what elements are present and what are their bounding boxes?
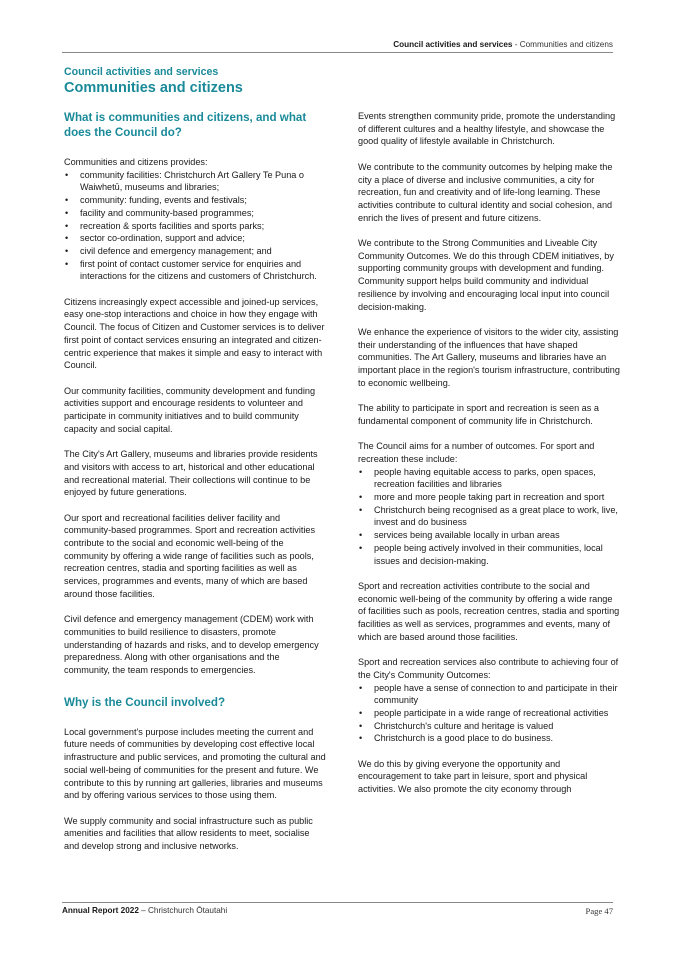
paragraph: We contribute to the Strong Communities and Liveable City Community Outcomes. We do this through CDEM initiatives, by supporting community groups with development and funding. Community support helps build community and individual resilience by involving and encouraging local input into council decision-making. xyxy=(358,238,614,312)
section-kicker: Council activities and services xyxy=(64,66,219,78)
footer-report-title: Annual Report 2022 xyxy=(62,906,139,915)
header-section: Council activities and services xyxy=(393,40,513,49)
list-item: • Christchurch's culture and heritage is valued xyxy=(358,720,620,733)
page-number: Page 47 xyxy=(585,906,613,916)
outcomes-list xyxy=(358,466,620,568)
paragraph: We enhance the experience of visitors to the wider city, assisting their understanding of the influences that have shaped communities. The Art Gallery, museums and libraries have an important place in the region's tourism infrastructure, contributing to economic wellbeing. xyxy=(358,326,620,388)
list-item: • sector co-ordination, support and advice; xyxy=(64,232,326,245)
community-outcomes-list xyxy=(358,682,620,746)
paragraph: The City's Art Gallery, museums and libraries provide residents and visitors with access to art, historical and other educational and recreational material. Their collections will continue to be enjoyed by future generations. xyxy=(64,449,318,498)
left-column xyxy=(64,110,326,865)
paragraph: Civil defence and emergency management (CDEM) work with communities to build resilience to disasters, promote understanding of hazards and risks, and to develop emergency preparedness. Along with other organisations and the community, the team responds to emergencies. xyxy=(64,614,319,676)
page-footer xyxy=(62,902,613,915)
paragraph: Events strengthen community pride, promote the understanding of different cultures and a healthy lifestyle, and showcase the good quality of lifestyle available in Christchurch. xyxy=(358,111,616,147)
list-item: • facility and community-based programmes; xyxy=(64,207,326,220)
list-item: • community facilities: Christchurch Art Gallery Te Puna o Waiwhetū, museums and libraries; xyxy=(64,169,326,194)
paragraph: Sport and recreation activities contribute to the social and economic well-being of the community by offering a wide range of facilities such as pools, recreation centres, stadia and sporting facilities as well as services, programmes and events, many of which are based around those facilities. xyxy=(358,580,620,642)
page-title: Communities and citizens xyxy=(64,80,243,96)
paragraph: Our community facilities, community development and funding activities support and encourage residents to volunteer and participate in community initiatives and to build community capacity and social capital. xyxy=(64,385,316,434)
list-item: • community: funding, events and festivals; xyxy=(64,194,326,207)
list-item: • people participate in a wide range of recreational activities xyxy=(358,707,620,720)
list-item: • people have a sense of connection to and participate in their community xyxy=(358,682,620,707)
paragraph: Citizens increasingly expect accessible and joined-up services, easy one-stop interactions and choice in how they engage with Council. The focus of Citizen and Customer services is to deliver first point of contact services ensuring an integrated and citizen-centric experience that makes it simple and easy to interact with Council. xyxy=(64,296,325,371)
paragraph: We supply community and social infrastructure such as public amenities and facilities that allow residents to meet, socialise and develop strong and inclusive networks. xyxy=(64,815,313,852)
paragraph: The Council aims for a number of outcomes. For sport and recreation these include: xyxy=(358,441,595,464)
list-item: • first point of contact customer service for enquiries and interactions for the citizens and customers of Christchurch. xyxy=(64,258,326,283)
list-item: • civil defence and emergency management; and xyxy=(64,245,326,258)
list-item: • people being actively involved in their communities, local issues and decision-making. xyxy=(358,542,620,567)
heading-why: Why is the Council involved? xyxy=(64,695,226,709)
list-item: • more and more people taking part in recreation and sport xyxy=(358,491,620,504)
paragraph: The ability to participate in sport and recreation is seen as a fundamental component of community life in Christchurch. xyxy=(358,403,599,426)
list-item: • Christchurch being recognised as a great place to work, live, invest and do business xyxy=(358,504,620,529)
paragraph: Local government's purpose includes meeting the current and future needs of communities by developing cost effective local infrastructure and public services, and promoting the cultural and social well-being of communities for the present and future. We contribute to this by running art galleries, libraries and museums and by offering various services to those using them. xyxy=(64,726,326,801)
paragraph: We contribute to the community outcomes by helping make the city a place of diverse and inclusive communities, a city for recreation, fun and creativity and of life-long learning. These activities contribute to cultural identity and social cohesion, and enrich the lives of present and future citizens. xyxy=(358,161,613,223)
paragraph: Sport and recreation services also contribute to achieving four of the City's Community Outcomes: xyxy=(358,657,619,680)
running-header xyxy=(62,40,613,53)
provides-list xyxy=(64,169,326,283)
list-item: • Christchurch is a good place to do business. xyxy=(358,732,620,745)
paragraph: Our sport and recreational facilities deliver facility and community-based programmes. Sport and recreation activities contribute to the social and economic well-being of the community by offering a wide range of facilities such as pools, recreation centres, stadia and sporting facilities as well as services, programmes and events, many of which are based around those facilities. xyxy=(64,512,316,599)
intro-paragraph: Communities and citizens provides: xyxy=(64,157,208,167)
paragraph: We do this by giving everyone the opportunity and encouragement to take part in leisure, sport and physical activities. We also promote the city economy through xyxy=(358,758,588,795)
header-subsection: - Communities and citizens xyxy=(512,40,613,49)
heading-what: What is communities and citizens, and what does the Council do? xyxy=(64,111,307,139)
right-column xyxy=(358,110,620,809)
list-item: • recreation & sports facilities and sports parks; xyxy=(64,220,326,233)
list-item: • services being available locally in urban areas xyxy=(358,529,620,542)
list-item: • people having equitable access to parks, open spaces, recreation facilities and libraries xyxy=(358,466,620,491)
footer-report-location: – Christchurch Ōtautahi xyxy=(138,906,228,915)
